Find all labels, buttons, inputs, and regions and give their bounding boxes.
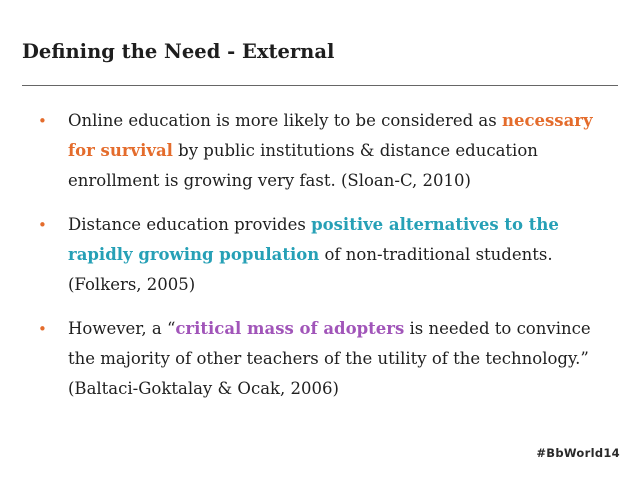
bullet-text-after: is needed to convince the majority of other teachers of the utility of the technology.” (Baltaci-Goktalay & Ocak, 2006) [68,319,591,398]
event-hashtag: #BbWorld14 [536,446,620,460]
bullet-highlight: necessary for survival [68,111,593,160]
bullet-list [38,106,608,418]
bullet-item-1 [38,106,608,196]
bullet-highlight: critical mass of adopters [175,319,405,338]
bullet-marker: • [38,216,47,234]
bullet-marker: • [38,320,47,338]
bullet-text-before: Distance education provides [68,215,312,234]
bullet-text-after: by public institutions & distance education enrollment is growing very fast. (Sloan-C, 2010) [68,141,538,190]
bullet-item-2 [38,210,608,300]
bullet-item-3 [38,314,608,404]
bullet-text-after: of non-traditional students. (Folkers, 2005) [68,245,553,294]
slide-title: Defining the Need - External [22,40,335,63]
bullet-text-before: Online education is more likely to be considered as [68,111,502,130]
title-divider [22,85,618,86]
bullet-marker: • [38,112,47,130]
bullet-text-before: However, a “ [68,319,176,338]
bullet-highlight: positive alternatives to the rapidly growing population [68,215,559,264]
